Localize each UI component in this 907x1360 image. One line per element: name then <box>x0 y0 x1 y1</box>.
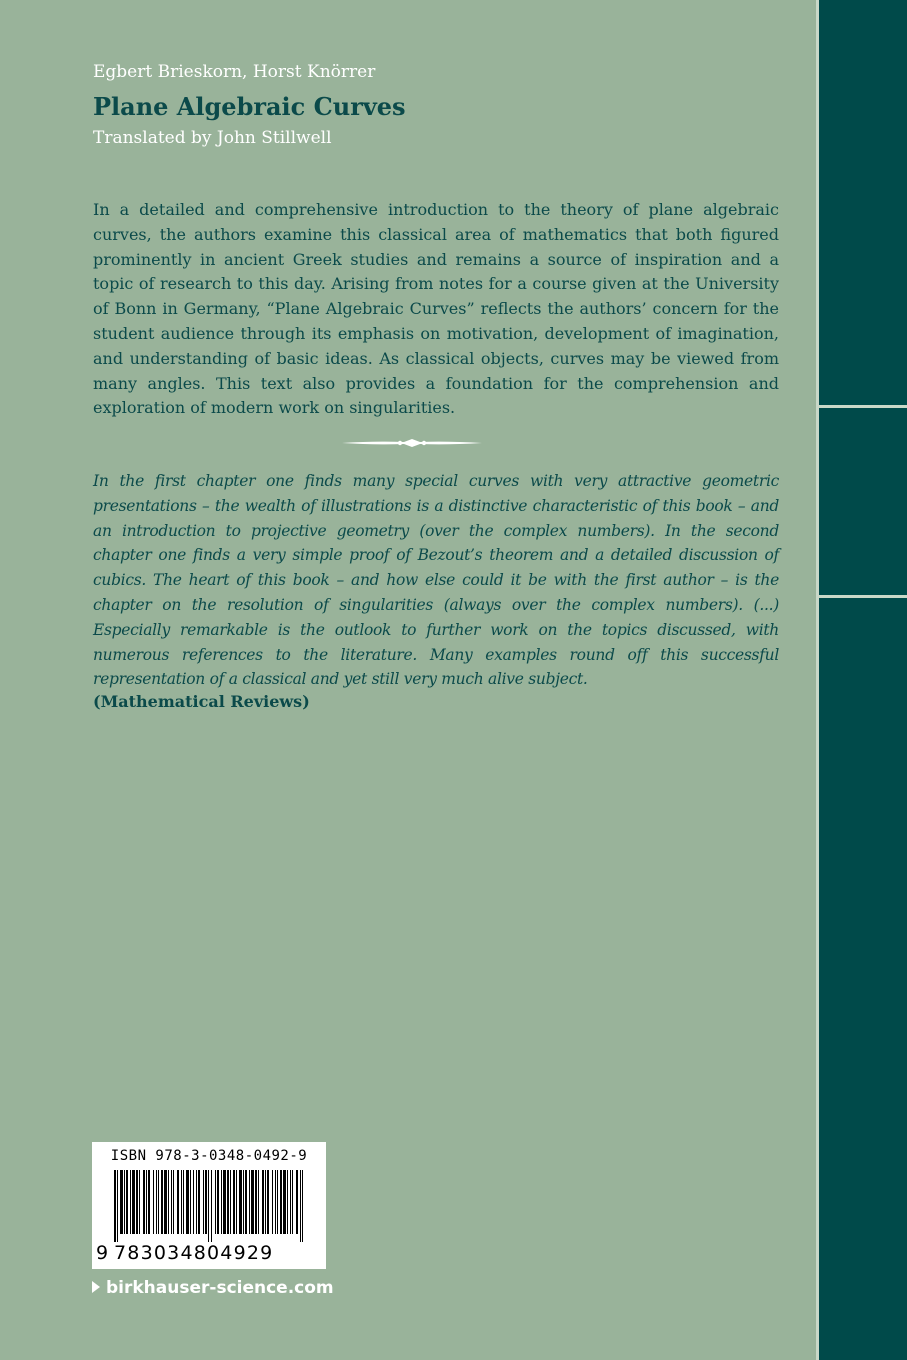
barcode-bar <box>280 1170 282 1234</box>
barcode-bar <box>245 1170 247 1234</box>
barcode-bar <box>171 1170 172 1234</box>
barcode-bar <box>205 1170 207 1234</box>
barcode-bar <box>249 1170 250 1234</box>
barcode-bar <box>287 1170 288 1234</box>
ornament-divider-icon <box>342 436 482 450</box>
book-spine <box>816 0 907 1360</box>
barcode-bar <box>168 1170 169 1234</box>
barcode-bar <box>183 1170 184 1234</box>
translator: Translated by John Stillwell <box>93 128 332 148</box>
barcode-bar <box>117 1170 118 1242</box>
barcode-bar <box>265 1170 266 1234</box>
barcode-bar <box>146 1170 147 1234</box>
barcode-bar <box>132 1170 135 1234</box>
ean-first-digit: 9 <box>96 1242 109 1264</box>
barcode-bar <box>193 1170 194 1234</box>
barcode-bar <box>296 1170 298 1234</box>
barcode-bar <box>124 1170 125 1234</box>
barcode-bar <box>277 1170 278 1234</box>
triangle-right-icon <box>92 1281 100 1293</box>
barcode-bar <box>243 1170 244 1234</box>
authors: Egbert Brieskorn, Horst Knörrer <box>93 62 376 82</box>
book-description: In a detailed and comprehensive introduction to the theory of plane algebraic curves, the authors examine this classical area of mathematics that both figured prominently in ancient Greek studies and remains a source of inspiration and a topic of research to this day. Arising from notes for a course given at the University of Bonn in Germany, “Plane Algebraic Curves” reflects the authors’ concern for the student audience through its emphasis on motivation, development of imagination, and understanding of basic ideas. As classical objects, curves may be viewed from many angles. This text also provides a foundation for the comprehension and exploration of modern work on singularities. <box>93 200 779 418</box>
barcode-bar <box>233 1170 235 1234</box>
barcode-bar <box>272 1170 273 1234</box>
barcode-bar <box>223 1170 226 1234</box>
barcode-bar <box>186 1170 189 1234</box>
barcode-bar <box>114 1170 116 1242</box>
barcode-bar <box>181 1170 182 1234</box>
barcode-bar <box>153 1170 154 1234</box>
barcode-bar <box>215 1170 216 1234</box>
barcode-bar <box>227 1170 229 1234</box>
barcode-bar <box>198 1170 200 1234</box>
barcode-bar <box>292 1170 293 1234</box>
barcode-bar <box>164 1170 167 1234</box>
spine-divider-1 <box>816 405 907 408</box>
barcode-bar <box>290 1170 291 1234</box>
barcode-bar <box>302 1170 303 1242</box>
barcode-bar <box>208 1170 209 1242</box>
barcode-bar <box>267 1170 269 1234</box>
barcode-bar <box>251 1170 254 1234</box>
barcode-bar <box>239 1170 242 1234</box>
barcode-bar <box>136 1170 138 1234</box>
isbn-label: ISBN 978-3-0348-0492-9 <box>110 1148 308 1164</box>
isbn-barcode <box>92 1142 326 1269</box>
barcode-bar <box>196 1170 197 1234</box>
barcode-bar <box>258 1170 259 1234</box>
barcode-bar <box>300 1170 301 1242</box>
barcode-bar <box>158 1170 159 1234</box>
barcode-bar <box>161 1170 163 1234</box>
review-quote: In the first chapter one finds many special curves with very attractive geometric presentations – the wealth of illustrations is a distinctive characteristic of this book – and an introduction to projective geometry (over the complex numbers). In the second chapter one finds a very simple proof of Bezout’s theorem and a detailed discussion of cubics. The heart of this book – and how else could it be with the first author – is the chapter on the resolution of singularities (always over the complex numbers). (...) Especially remarkable is the outlook to further work on the topics discussed, with numerous references to the literature. Many examples round off this successful representation of a classical and yet still very much alive subject. <box>93 472 779 689</box>
book-title: Plane Algebraic Curves <box>93 92 406 121</box>
barcode-bar <box>143 1170 145 1234</box>
publisher-website-label: birkhauser-science.com <box>106 1278 334 1298</box>
barcode-bar <box>139 1170 140 1234</box>
barcode-bar <box>203 1170 204 1234</box>
spine-divider-2 <box>816 595 907 598</box>
review-source: (Mathematical Reviews) <box>93 692 310 711</box>
barcode-bar <box>126 1170 128 1234</box>
barcode-bar <box>221 1170 222 1234</box>
barcode-bar <box>230 1170 231 1234</box>
barcode-bar <box>262 1170 264 1234</box>
barcode-bar <box>120 1170 123 1234</box>
barcode-bar <box>156 1170 157 1234</box>
barcode-bar <box>148 1170 150 1234</box>
barcode-bar <box>255 1170 257 1234</box>
barcode-bar <box>283 1170 286 1234</box>
barcode-bar <box>130 1170 131 1234</box>
barcode-bar <box>217 1170 219 1234</box>
barcode-bar <box>211 1170 212 1242</box>
barcode-bar <box>190 1170 191 1234</box>
barcode-bar <box>275 1170 276 1234</box>
publisher-website[interactable] <box>92 1278 334 1298</box>
barcode-bars <box>114 1170 304 1242</box>
ean-digits: 783034804929 <box>114 1242 274 1264</box>
barcode-bar <box>177 1170 179 1234</box>
barcode-bar <box>173 1170 174 1234</box>
barcode-bar <box>236 1170 237 1234</box>
